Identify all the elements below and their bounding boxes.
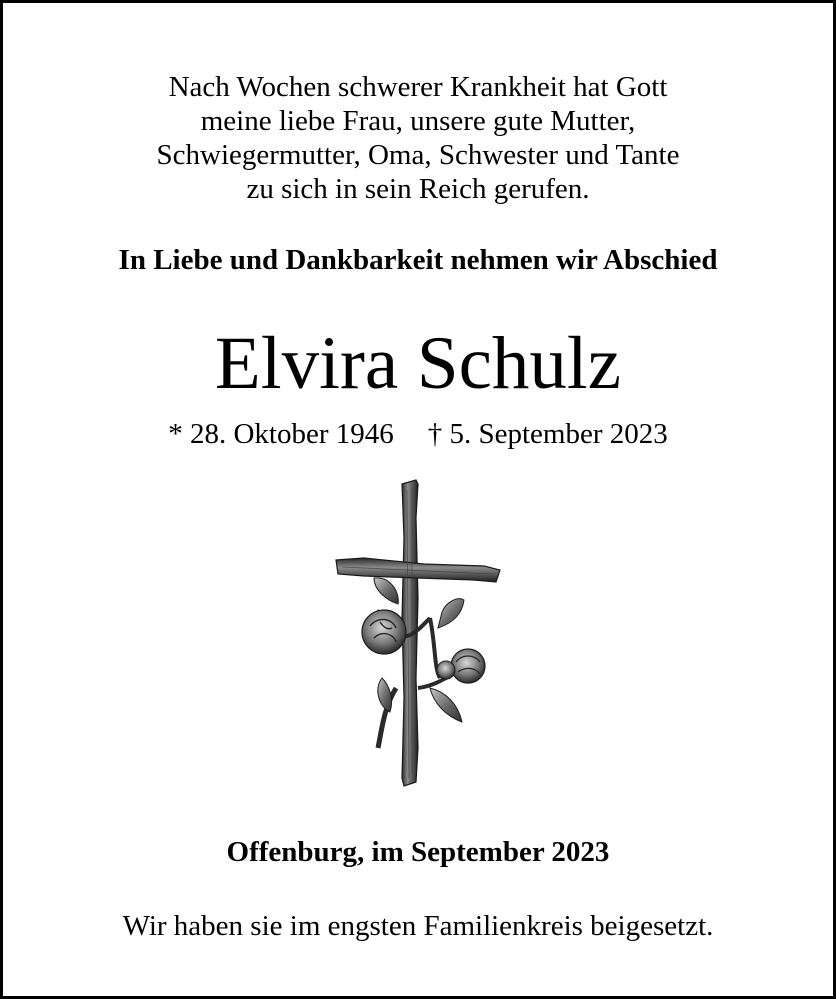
life-dates <box>0 418 836 451</box>
place-and-date: Offenburg, im September 2023 <box>226 836 610 868</box>
farewell-line: In Liebe und Dankbarkeit nehmen wir Abschied <box>118 244 718 276</box>
cross-with-roses-icon <box>334 478 502 790</box>
birth-date: * 28. Oktober 1946 <box>168 418 394 450</box>
intro-line-3: Schwiegermutter, Oma, Schwester und Tante <box>156 139 680 171</box>
closing-line: Wir haben sie im engsten Familienkreis beigesetzt. <box>122 910 714 942</box>
death-date: † 5. September 2023 <box>427 418 668 450</box>
intro-line-2: meine liebe Frau, unsere gute Mutter, <box>200 105 636 137</box>
intro-line-1: Nach Wochen schwerer Krankheit hat Gott <box>168 71 668 103</box>
deceased-name: Elvira Schulz <box>214 322 622 405</box>
intro-line-4: zu sich in sein Reich gerufen. <box>246 173 590 205</box>
